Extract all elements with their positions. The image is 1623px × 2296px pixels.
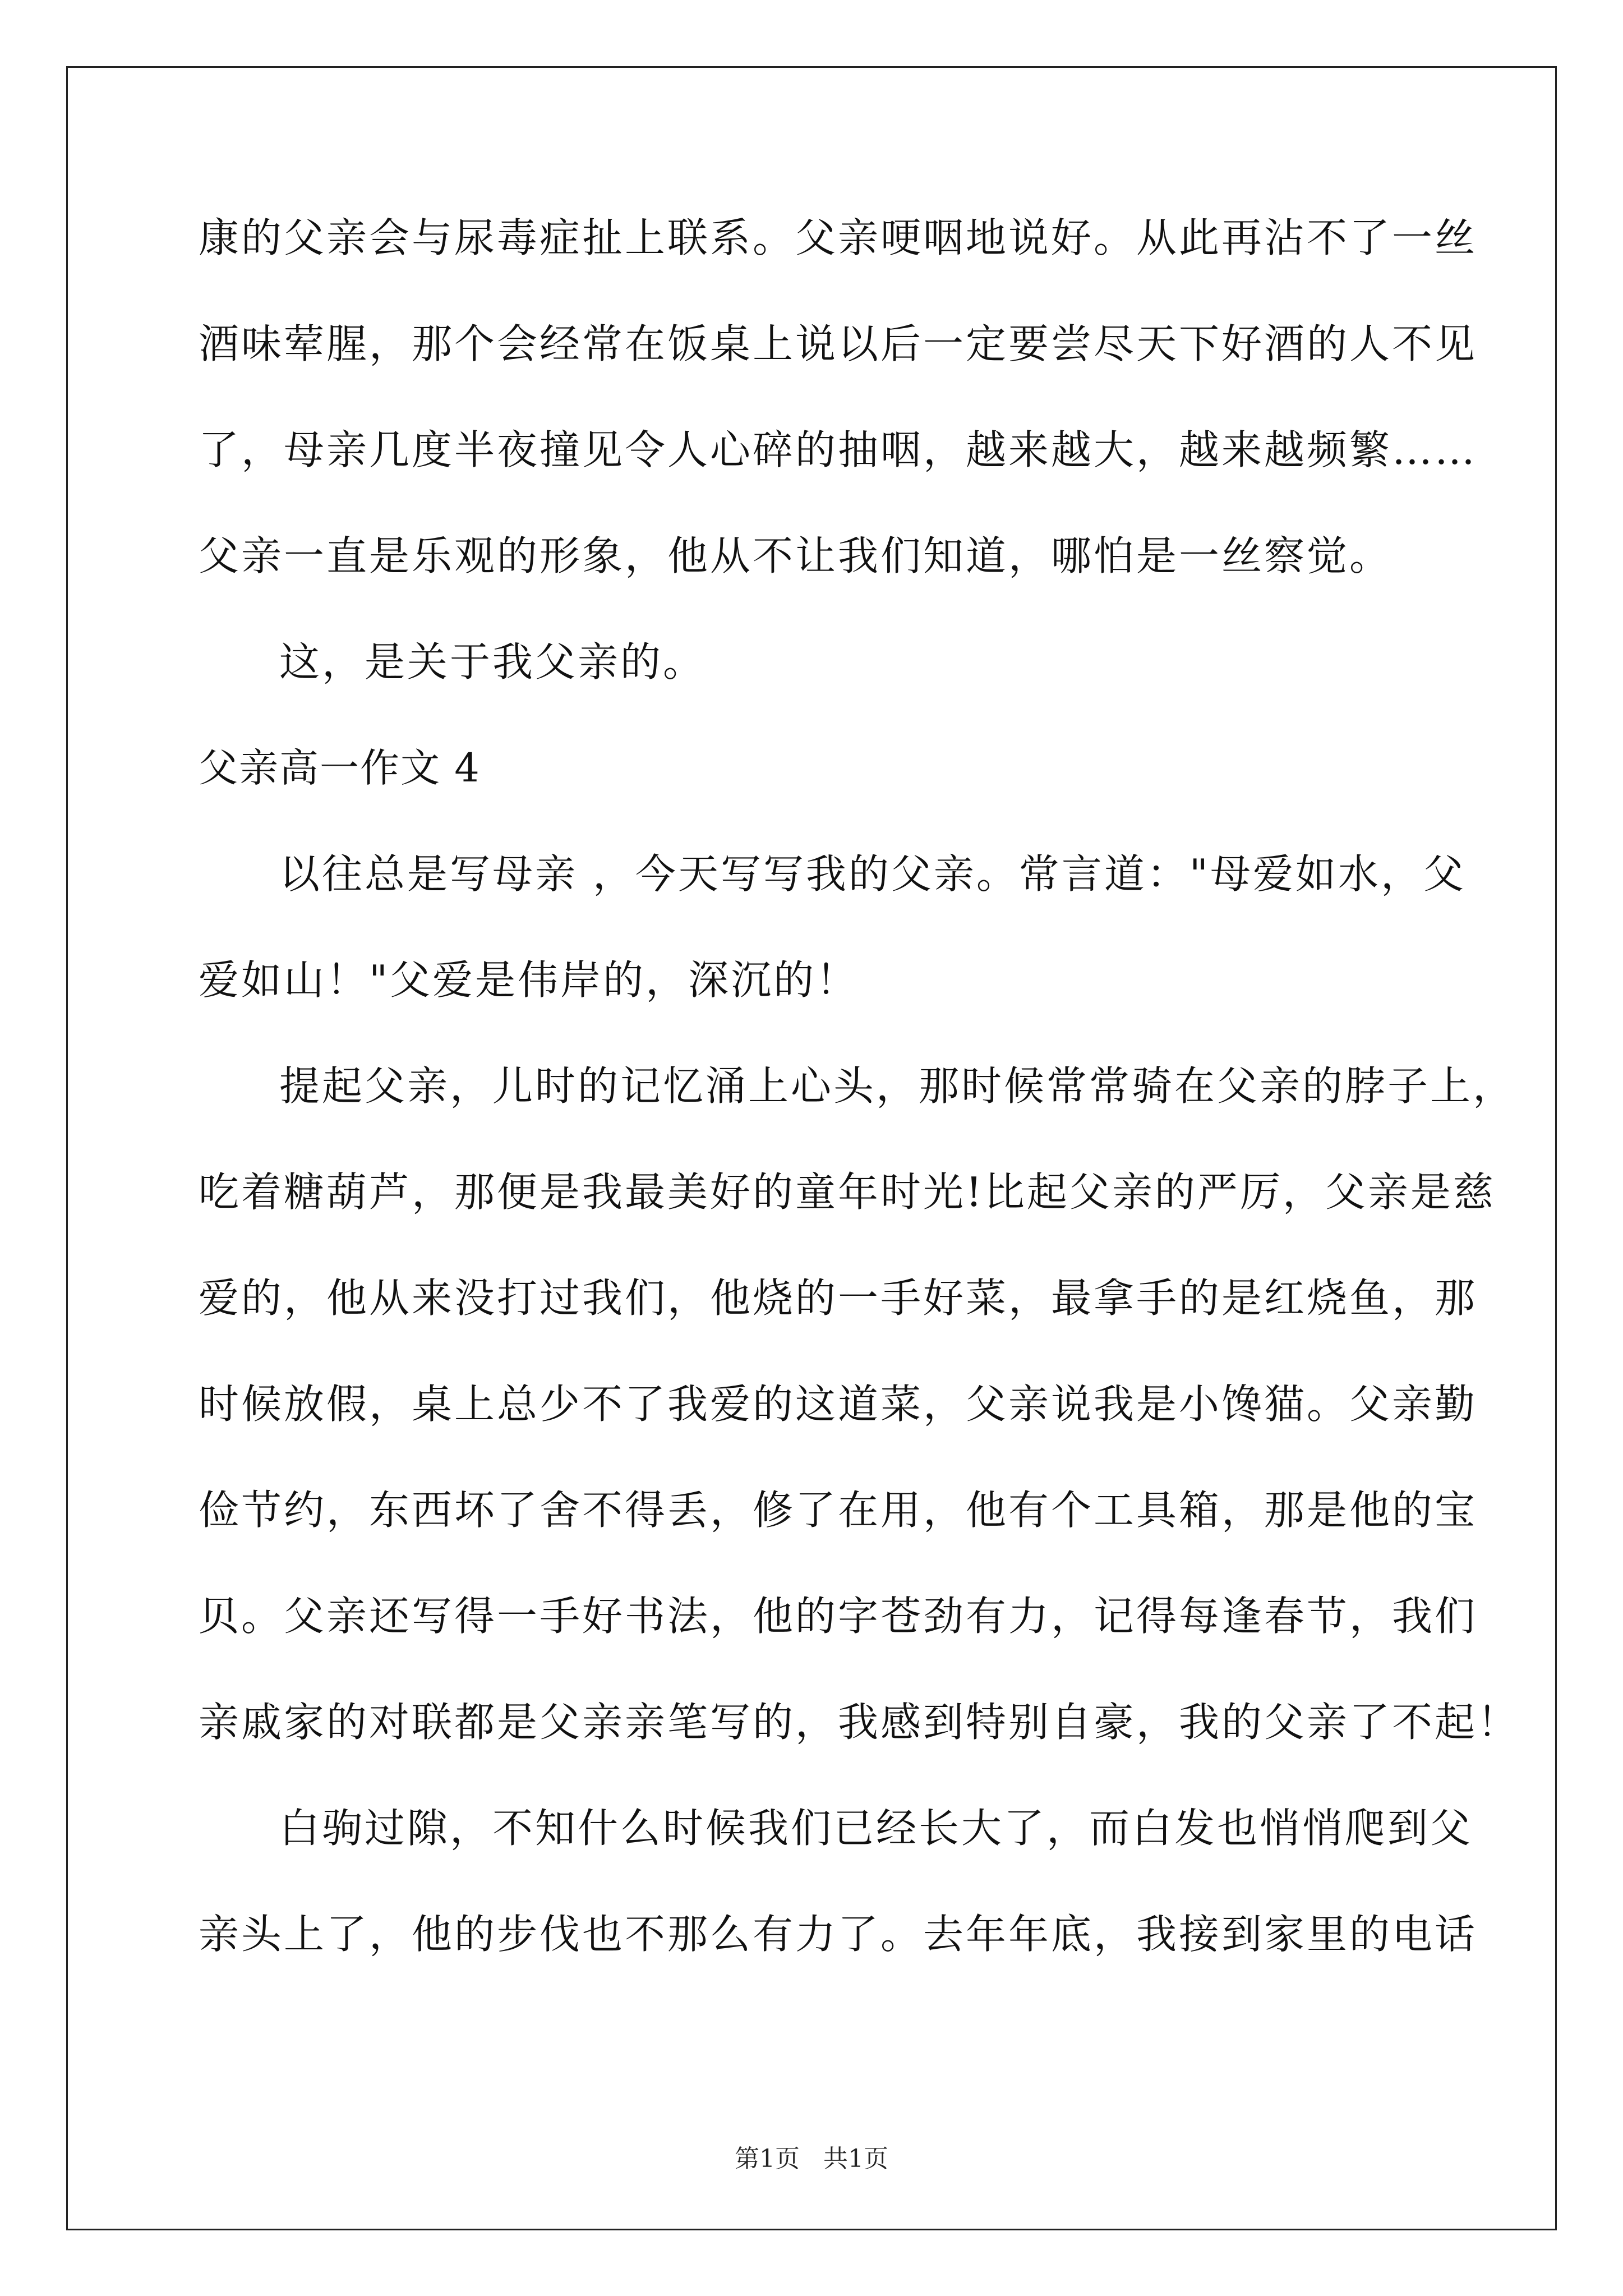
text-line-15: 亲戚家的对联都是父亲亲笔写的，我感到特别自豪，我的父亲了不起！	[199, 1699, 1520, 1746]
text-line-8: 爱如山！"父爱是伟岸的，深沉的！	[199, 956, 859, 1004]
text-line-2: 酒味荤腥，那个会经常在饭桌上说以后一定要尝尽天下好酒的人不见	[199, 320, 1478, 367]
page-footer	[0, 2138, 1623, 2174]
text-line-7: 以往总是写母亲 ，今天写写我的父亲。常言道："母爱如水，父	[279, 850, 1467, 898]
text-line-3: 了，母亲几度半夜撞见令人心碎的抽咽，越来越大，越来越频繁……	[199, 426, 1478, 473]
document-body	[199, 185, 1520, 1987]
text-line-5: 这，是关于我父亲的。	[279, 638, 706, 685]
page-number: 第1页	[735, 2145, 800, 2173]
text-line-13: 俭节约，东西坏了舍不得丢，修了在用，他有个工具箱，那是他的宝	[199, 1487, 1478, 1534]
text-line-10: 吃着糖葫芦，那便是我最美好的童年时光!比起父亲的严厉，父亲是慈	[199, 1168, 1496, 1216]
text-line-11: 爱的，他从来没打过我们，他烧的一手好菜，最拿手的是红烧鱼，那	[199, 1274, 1478, 1322]
text-line-17: 亲头上了，他的步伐也不那么有力了。去年年底，我接到家里的电话	[199, 1911, 1478, 1958]
text-line-16: 白驹过隙，不知什么时候我们已经长大了，而白发也悄悄爬到父	[279, 1805, 1473, 1852]
text-line-1: 康的父亲会与尿毒症扯上联系。父亲哽咽地说好。从此再沾不了一丝	[199, 214, 1478, 261]
section-heading: 父亲高一作文 4	[199, 745, 481, 791]
page-total: 共1页	[823, 2145, 888, 2173]
text-line-14: 贝。父亲还写得一手好书法，他的字苍劲有力，记得每逢春节，我们	[199, 1593, 1478, 1640]
text-line-9: 提起父亲，儿时的记忆涌上心头，那时候常常骑在父亲的脖子上，	[279, 1062, 1516, 1110]
text-line-12: 时候放假，桌上总少不了我爱的这道菜，父亲说我是小馋猫。父亲勤	[199, 1381, 1478, 1428]
text-line-4: 父亲一直是乐观的形象，他从不让我们知道，哪怕是一丝察觉。	[199, 532, 1393, 579]
